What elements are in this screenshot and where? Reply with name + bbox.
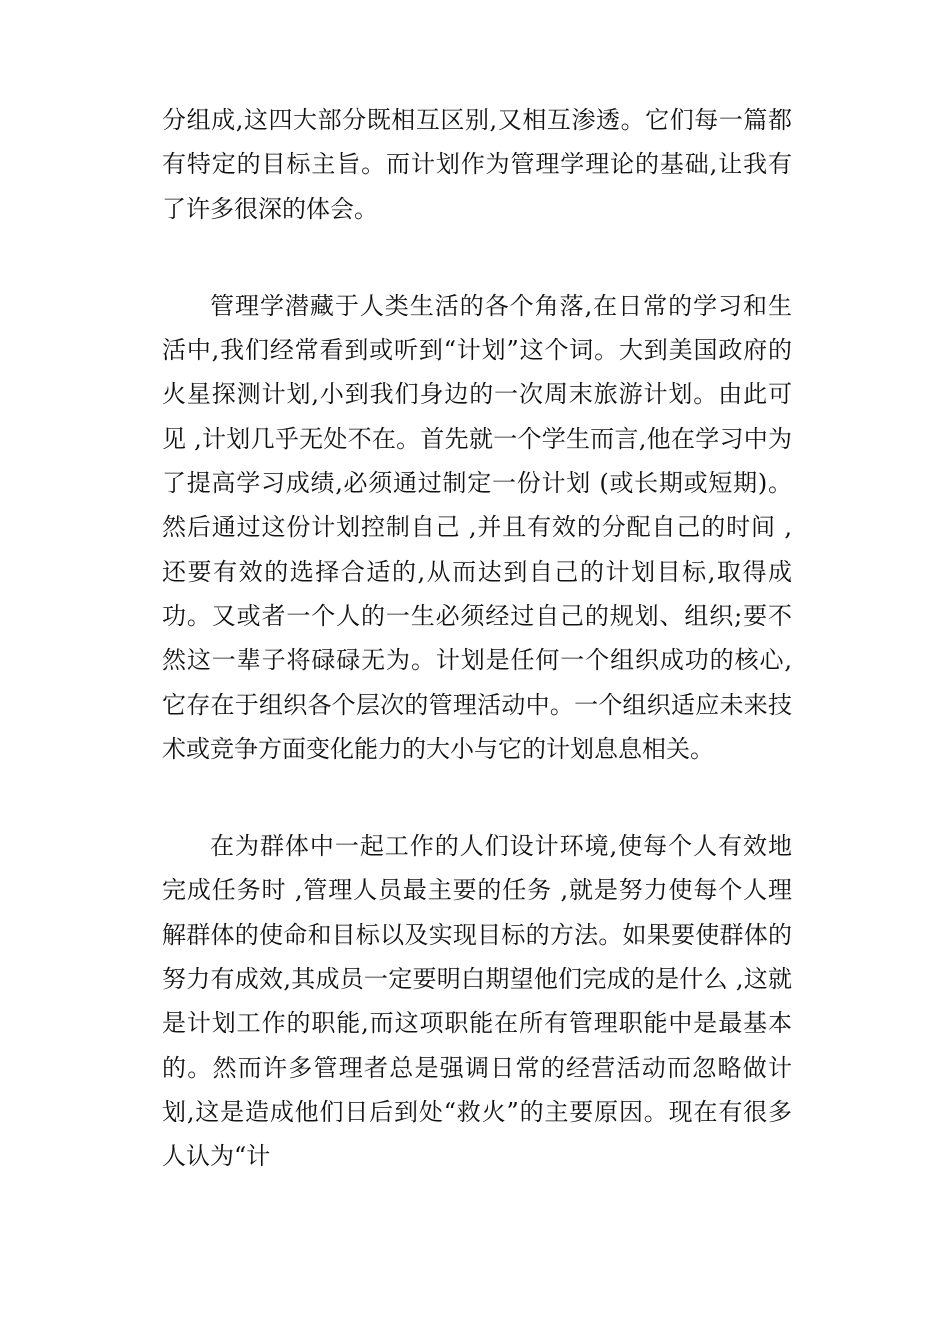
paragraph-spacer [162, 231, 792, 284]
paragraph-2: 管理学潜藏于人类生活的各个角落,在日常的学习和生活中,我们经常看到或听到“计划”这个词。大到美国政府的火星探测计划,小到我们身边的一次周末旅游计划。由此可见 ,计划几乎无处不在。首先就一个学生而言,他在学习中为了提高学习成绩,必须通过制定一份计划 (或长期或短期)。然后通过这份计划控制自己 ,并且有效的分配自己的时间 ,还要有效的选择合适的,从而达到自己的计划目标,取得成功。又或者一个人的一生必须经过自己的规划、组织;要不然这一辈子将碌碌无为。计划是任何一个组织成功的核心,它存在于组织各个层次的管理活动中。一个组织适应未来技术或竞争方面变化能力的大小与它的计划息息相关。 [162, 291, 792, 763]
paragraph-1: 分组成,这四大部分既相互区别,又相互渗透。它们每一篇都有特定的目标主旨。而计划作为管理学理论的基础,让我有了许多很深的体会。 [162, 106, 792, 223]
paragraph-3: 在为群体中一起工作的人们设计环境,使每个人有效地完成任务时 ,管理人员最主要的任务 ,就是努力使每个人理解群体的使命和目标以及实现目标的方法。如果要使群体的努力有成效,其成员一定要明白期望他们完成的是什么 ,这就是计划工作的职能,而这项职能在所有管理职能中是最基本的。然而许多管理者总是强调日常的经营活动而忽略做计划,这是造成他们日后到处“救火”的主要原因。现在有很多人认为“计 [162, 832, 792, 1171]
paragraph-spacer [162, 771, 792, 824]
document-body [162, 98, 792, 1179]
